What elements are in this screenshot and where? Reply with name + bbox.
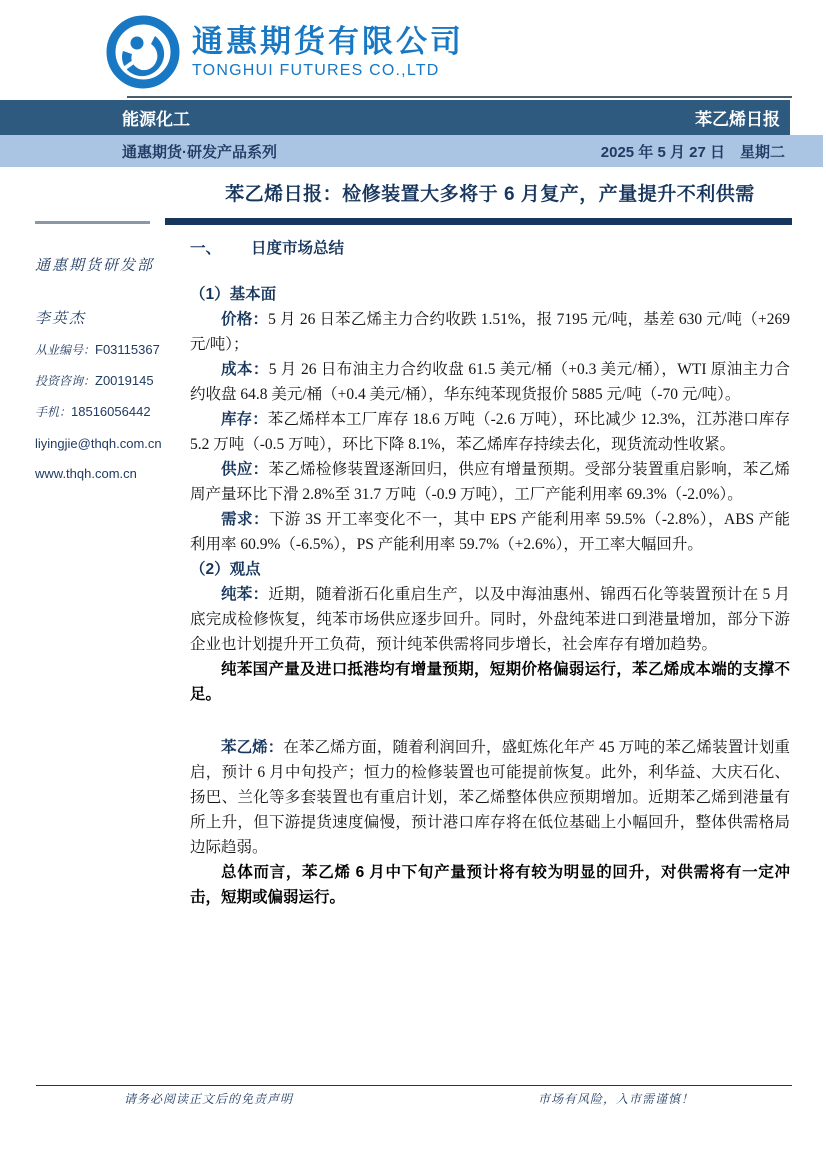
benzene-text: 近期，随着浙石化重启生产，以及中海油惠州、锦西石化等装置预计在 5 月底完成检修恢复，纯苯市场供应逐步回升。同时，外盘纯苯进口到港量增加，部分下游企业也计划提升开工负荷，预计纯苯供需将同步增长，社会库存有增加趋势。 bbox=[190, 586, 790, 653]
advisory-no-value: Z0019145 bbox=[95, 373, 154, 388]
author-sidebar bbox=[35, 254, 187, 481]
credential-row bbox=[35, 403, 187, 421]
phone-label: 手机： bbox=[35, 405, 72, 419]
section-heading-daily-summary bbox=[190, 236, 790, 261]
analyst-name: 李英杰 bbox=[35, 311, 87, 327]
inventory-text: 苯乙烯样本工厂库存 18.6 万吨（-2.6 万吨），环比减少 12.3%，江苏港口库存 5.2 万吨（-0.5 万吨），环比下降 8.1%，苯乙烯库存持续去化，现货流动性收紧。 bbox=[190, 411, 790, 453]
demand-lead: 需求： bbox=[221, 511, 269, 528]
risk-warning: 市场有风险，入市需谨慎！ bbox=[538, 1092, 695, 1106]
department-label: 通惠期货研发部 bbox=[35, 258, 155, 274]
footer-divider bbox=[36, 1085, 792, 1086]
subsection-fundamentals: （1）基本面 bbox=[190, 286, 277, 303]
license-no-value: F03115367 bbox=[95, 342, 160, 357]
styrene-lead: 苯乙烯： bbox=[221, 739, 284, 756]
disclaimer-note: 请务必阅读正文后的免责声明 bbox=[124, 1092, 294, 1106]
paragraph-overall-summary: 总体而言，苯乙烯 6 月中下旬产量预计将有较为明显的回升，对供需将有一定冲击，短期或偏弱运行。 bbox=[190, 864, 790, 906]
advisory-no-label: 投资咨询： bbox=[35, 374, 96, 388]
email-link[interactable]: liyingjie@thqh.com.cn bbox=[35, 436, 162, 451]
paragraph-price bbox=[190, 307, 790, 357]
demand-text: 下游 3S 开工率变化不一，其中 EPS 产能利用率 59.5%（-2.8%），ABS 产能利用率 60.9%（-6.5%），PS 产能利用率 59.7%（+2.6%），开工率大幅回升。 bbox=[190, 511, 790, 553]
spacer bbox=[190, 261, 790, 282]
header-divider bbox=[127, 96, 792, 98]
header-logo-block bbox=[106, 15, 464, 89]
cost-text: 5 月 26 日布油主力合约收盘 61.5 美元/桶（+0.3 美元/桶），WTI 原油主力合约收盘 64.8 美元/桶（+0.4 美元/桶），华东纯苯现货报价 5885 元/吨（-70 元/吨）。 bbox=[190, 361, 790, 403]
section-title: 日度市场总结 bbox=[251, 240, 345, 257]
spacer bbox=[190, 707, 790, 735]
credential-row bbox=[35, 341, 187, 359]
series-banner bbox=[0, 135, 823, 167]
inventory-lead: 库存： bbox=[221, 411, 268, 428]
paragraph-demand bbox=[190, 507, 790, 557]
title-rule-left bbox=[35, 221, 150, 224]
company-name-cn: 通惠期货有限公司 bbox=[192, 23, 464, 59]
cost-lead: 成本： bbox=[221, 361, 269, 378]
section-number: 一、 bbox=[190, 240, 222, 257]
paragraph-inventory bbox=[190, 407, 790, 457]
styrene-text: 在苯乙烯方面，随着利润回升，盛虹炼化年产 45 万吨的苯乙烯装置计划重启，预计 6 月中旬投产；恒力的检修装置也可能提前恢复。此外，利华益、大庆石化、扬巴、兰化等多套装置也有重启计划，苯乙烯整体供应预期增加。近期苯乙烯到港量有所上升，但下游提货速度偏慢，预计港口库存将在低位基础上小幅回升，整体供需格局边际趋弱。 bbox=[190, 739, 790, 856]
series-label: 通惠期货·研发产品系列 bbox=[122, 143, 277, 161]
price-text: 5 月 26 日苯乙烯主力合约收跌 1.51%，报 7195 元/吨，基差 630 元/吨（+269 元/吨）； bbox=[190, 311, 790, 353]
category-label: 能源化工 bbox=[122, 110, 190, 129]
price-lead: 价格： bbox=[221, 311, 269, 328]
paragraph-styrene bbox=[190, 735, 790, 860]
paragraph-cost bbox=[190, 357, 790, 407]
report-type-label: 苯乙烯日报 bbox=[695, 110, 780, 129]
report-body bbox=[190, 236, 790, 910]
license-no-label: 从业编号： bbox=[35, 343, 96, 357]
footer bbox=[0, 1090, 826, 1110]
company-logo-icon bbox=[106, 15, 180, 89]
company-name-block bbox=[192, 25, 464, 80]
category-banner bbox=[0, 100, 790, 135]
phone-value: 18516056442 bbox=[71, 404, 151, 419]
credential-row bbox=[35, 372, 187, 390]
website-link[interactable]: www.thqh.com.cn bbox=[35, 466, 137, 481]
paragraph-supply bbox=[190, 457, 790, 507]
report-date: 2025 年 5 月 27 日 星期二 bbox=[600, 143, 785, 161]
subsection-viewpoints: （2）观点 bbox=[190, 561, 261, 578]
title-rule-main bbox=[165, 218, 792, 225]
page-title: 苯乙烯日报：检修装置大多将于 6 月复产，产量提升不利供需 bbox=[225, 184, 755, 205]
supply-text: 苯乙烯检修装置逐渐回归，供应有增量预期。受部分装置重启影响，苯乙烯周产量环比下滑 2.8%至 31.7 万吨（-0.9 万吨），工厂产能利用率 69.3%（-2.0%）。 bbox=[190, 461, 790, 503]
paragraph-benzene-summary: 纯苯国产量及进口抵港均有增量预期，短期价格偏弱运行，苯乙烯成本端的支撑不足。 bbox=[190, 661, 790, 703]
supply-lead: 供应： bbox=[221, 461, 269, 478]
paragraph-benzene bbox=[190, 582, 790, 657]
benzene-lead: 纯苯： bbox=[221, 586, 269, 603]
company-name-en: TONGHUI FUTURES CO.,LTD bbox=[192, 61, 440, 79]
